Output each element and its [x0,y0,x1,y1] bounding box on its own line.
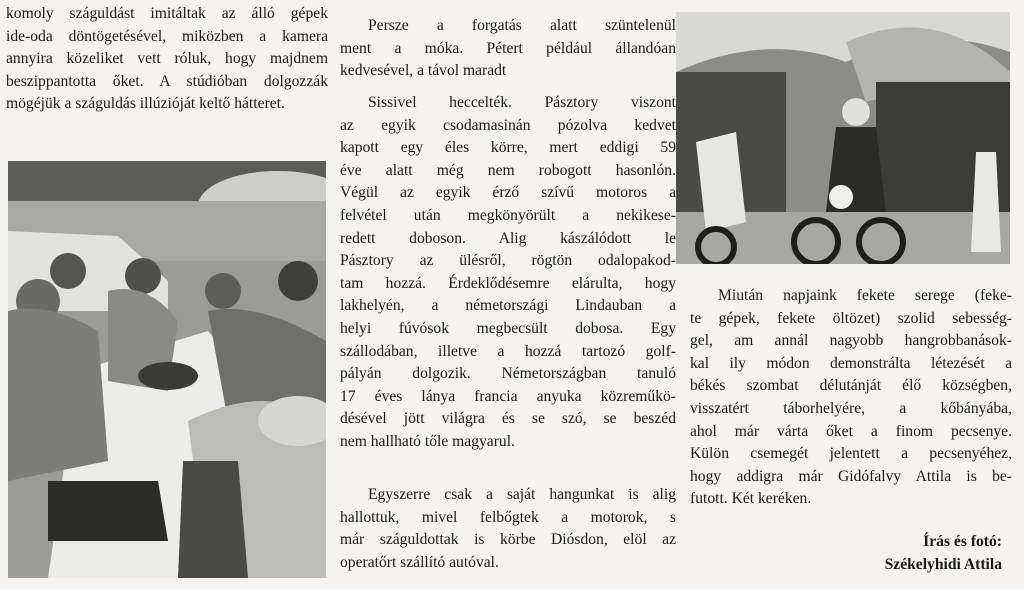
text-line: Pásztory az ülésről, rögtön odalopakod- [340,252,676,270]
text-line: désével jött világra és se szó, se beszéd [340,410,676,428]
text-line: lakhelyén, a németországi Lindauban a [340,297,676,315]
middle-paragraph-3 [340,484,676,574]
middle-paragraph-1 [340,15,676,83]
right-paragraph-1 [690,285,1012,511]
text-line: te gépek, fekete öltözet) szolid sebesség- [690,309,1012,327]
text-line: operatőrt szállító autóval. [340,553,499,571]
author-credit [885,530,1002,576]
text-line: kapott egy éles körre, mert eddigi 59 [340,139,676,157]
text-line: futott. Két keréken. [690,490,812,508]
credit-name: Székelyhidi Attila [884,556,1002,573]
text-line: ment a móka. Pétert például állandóan [340,39,676,57]
left-intro-paragraph [6,3,328,116]
text-line: redett doboson. Alig kászálódott le [340,229,676,247]
text-line: tam hozzá. Érdeklődésemre elárulta, hogy [340,274,676,292]
credit-label: Írás és fotó: [923,533,1002,550]
text-line: 17 éves lánya francia anyuka közreműkö- [340,387,676,405]
text-line: Egyszerre csak a saját hangunkat is alig [368,486,676,503]
text-line: helyi fúvósok megbecsült dobosa. Egy [340,319,676,337]
text-line: Persze a forgatás alatt szüntelenül [368,17,676,34]
text-line: visszatért táborhelyére, a kőbányába, [690,399,1012,417]
group-at-table-photo [8,161,326,578]
text-line: szállodában, illetve a hozzá tartozó golf- [340,342,676,360]
text-line: békés szombat délutánját élő községben, [690,377,1012,395]
text-line: felvétel után megkönyörült a nekikese- [340,206,676,224]
text-line: Külön csemegét jelentett a pecsenyéhez, [690,445,1012,463]
text-line: nem hallható tőle magyarul. [340,432,515,450]
text-line: mögéjük a száguldás illúzióját keltő hátteret. [6,95,285,113]
text-line: Végül az egyik érző szívű motoros a [340,184,676,202]
text-line: ahol már várta őket a finom pecsenye. [690,422,1012,440]
text-line: annyira közeliket vett róluk, hogy majdnem [6,50,328,68]
text-line: Sissivel heccelték. Pásztory viszont [368,94,676,111]
text-line: beszippantotta őket. A stúdióban dolgozzák [6,72,328,90]
motorcycles-photo [676,12,1010,264]
text-line: ide-oda döntögetésével, miközben a kamera [6,27,328,45]
text-line: kal ily módon demonstrálta létezését a [690,354,1012,372]
text-line: komoly száguldást imitáltak az álló gépek [6,5,328,22]
text-line: hallottuk, mivel felbőgtek a motorok, s [340,508,676,526]
text-line: gel, am annál nagyobb hangrobbanások- [690,332,1012,350]
text-line: pályán dolgozik. Németországban tanuló [340,365,676,383]
text-line: az egyik csodamasinán pózolva kedvet [340,116,676,134]
text-line: hogy addigra már Gidófalvy Attila is be- [690,467,1012,485]
text-line: éve alatt még nem robogott hasonlón. [340,161,676,179]
middle-paragraph-2 [340,92,676,454]
text-line: Miután napjaink fekete serege (feke- [718,287,1012,304]
text-line: már száguldottak is körbe Diósdon, elöl az [340,531,676,549]
text-line: kedvesével, a távol maradt [340,62,507,80]
